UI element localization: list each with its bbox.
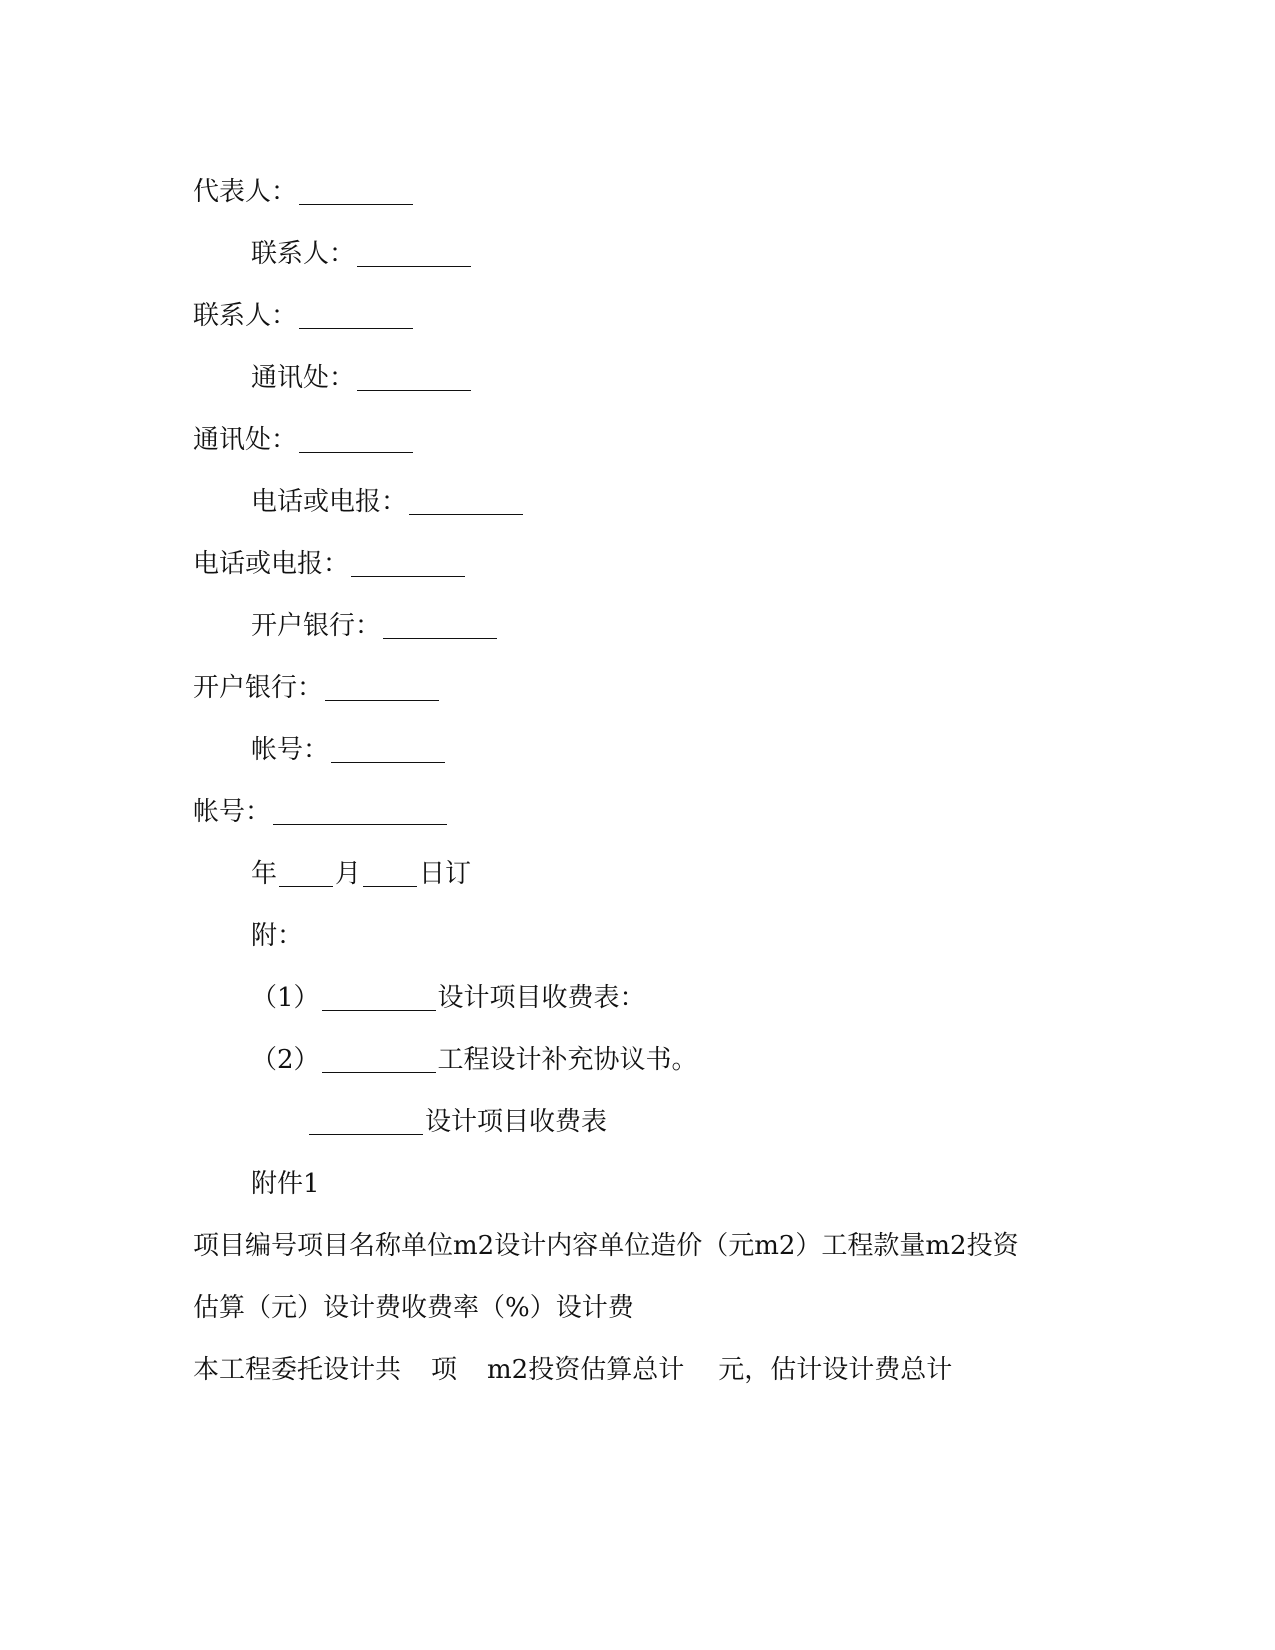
blank-underline xyxy=(409,484,523,515)
fee-table-title-text: 设计项目收费表 xyxy=(425,1107,608,1137)
date-line xyxy=(251,854,471,894)
attachment-item-2 xyxy=(251,1040,698,1080)
blank-underline xyxy=(357,360,471,391)
field-label: 开户银行： xyxy=(193,673,324,703)
field-label: 联系人： xyxy=(193,301,298,331)
summary-part-2: 项 xyxy=(431,1355,458,1385)
blank-underline xyxy=(363,856,417,887)
fee-table-title xyxy=(307,1102,607,1142)
blank-underline xyxy=(273,794,447,825)
year-label: 年 xyxy=(251,859,278,889)
blank-underline xyxy=(299,174,413,205)
phone-field-right xyxy=(251,482,525,522)
address-field-left xyxy=(193,420,415,460)
item-prefix: （2） xyxy=(251,1045,320,1075)
item-text: 工程设计补充协议书。 xyxy=(437,1045,698,1075)
field-label: 通讯处： xyxy=(251,363,356,393)
field-label: 通讯处： xyxy=(193,425,298,455)
blank-underline xyxy=(322,1042,436,1073)
bank-field-left xyxy=(193,668,441,708)
field-label: 电话或电报： xyxy=(251,487,408,517)
account-field-left xyxy=(193,792,449,832)
blank-underline xyxy=(325,670,439,701)
phone-field-left xyxy=(193,544,467,584)
contact-field-left xyxy=(193,296,415,336)
summary-part-4: 元，估计设计费总计 xyxy=(718,1355,953,1385)
account-field-right xyxy=(251,730,447,770)
appendix-label: 附件1 xyxy=(251,1169,320,1199)
attachment-heading: 附： xyxy=(251,921,304,951)
blank-underline xyxy=(279,856,333,887)
blank-underline xyxy=(351,546,465,577)
summary-line xyxy=(193,1350,952,1390)
bank-field-right xyxy=(251,606,499,646)
item-prefix: （1） xyxy=(251,983,320,1013)
summary-part-3: m2投资估算总计 xyxy=(487,1355,685,1385)
day-label: 日订 xyxy=(419,859,472,889)
field-label: 电话或电报： xyxy=(193,549,350,579)
contact-field-right xyxy=(251,234,473,274)
field-label: 帐号： xyxy=(251,735,330,765)
table-header-line-1: 项目编号项目名称单位m2设计内容单位造价（元m2）工程款量m2投资 xyxy=(193,1231,1019,1261)
month-label: 月 xyxy=(335,859,362,889)
blank-underline xyxy=(299,422,413,453)
summary-part-1: 本工程委托设计共 xyxy=(193,1355,402,1385)
item-text: 设计项目收费表： xyxy=(437,983,646,1013)
table-header-line-2: 估算（元）设计费收费率（%）设计费 xyxy=(193,1293,634,1323)
field-label: 联系人： xyxy=(251,239,356,269)
address-field-right xyxy=(251,358,473,398)
field-label: 帐号： xyxy=(193,797,272,827)
field-label: 开户银行： xyxy=(251,611,382,641)
field-label: 代表人： xyxy=(193,177,298,207)
blank-underline xyxy=(299,298,413,329)
representative-field-left xyxy=(193,172,415,212)
blank-underline xyxy=(383,608,497,639)
attachment-item-1 xyxy=(251,978,646,1018)
blank-underline xyxy=(331,732,445,763)
blank-underline xyxy=(357,236,471,267)
blank-underline xyxy=(322,980,436,1011)
blank-underline xyxy=(309,1104,423,1135)
